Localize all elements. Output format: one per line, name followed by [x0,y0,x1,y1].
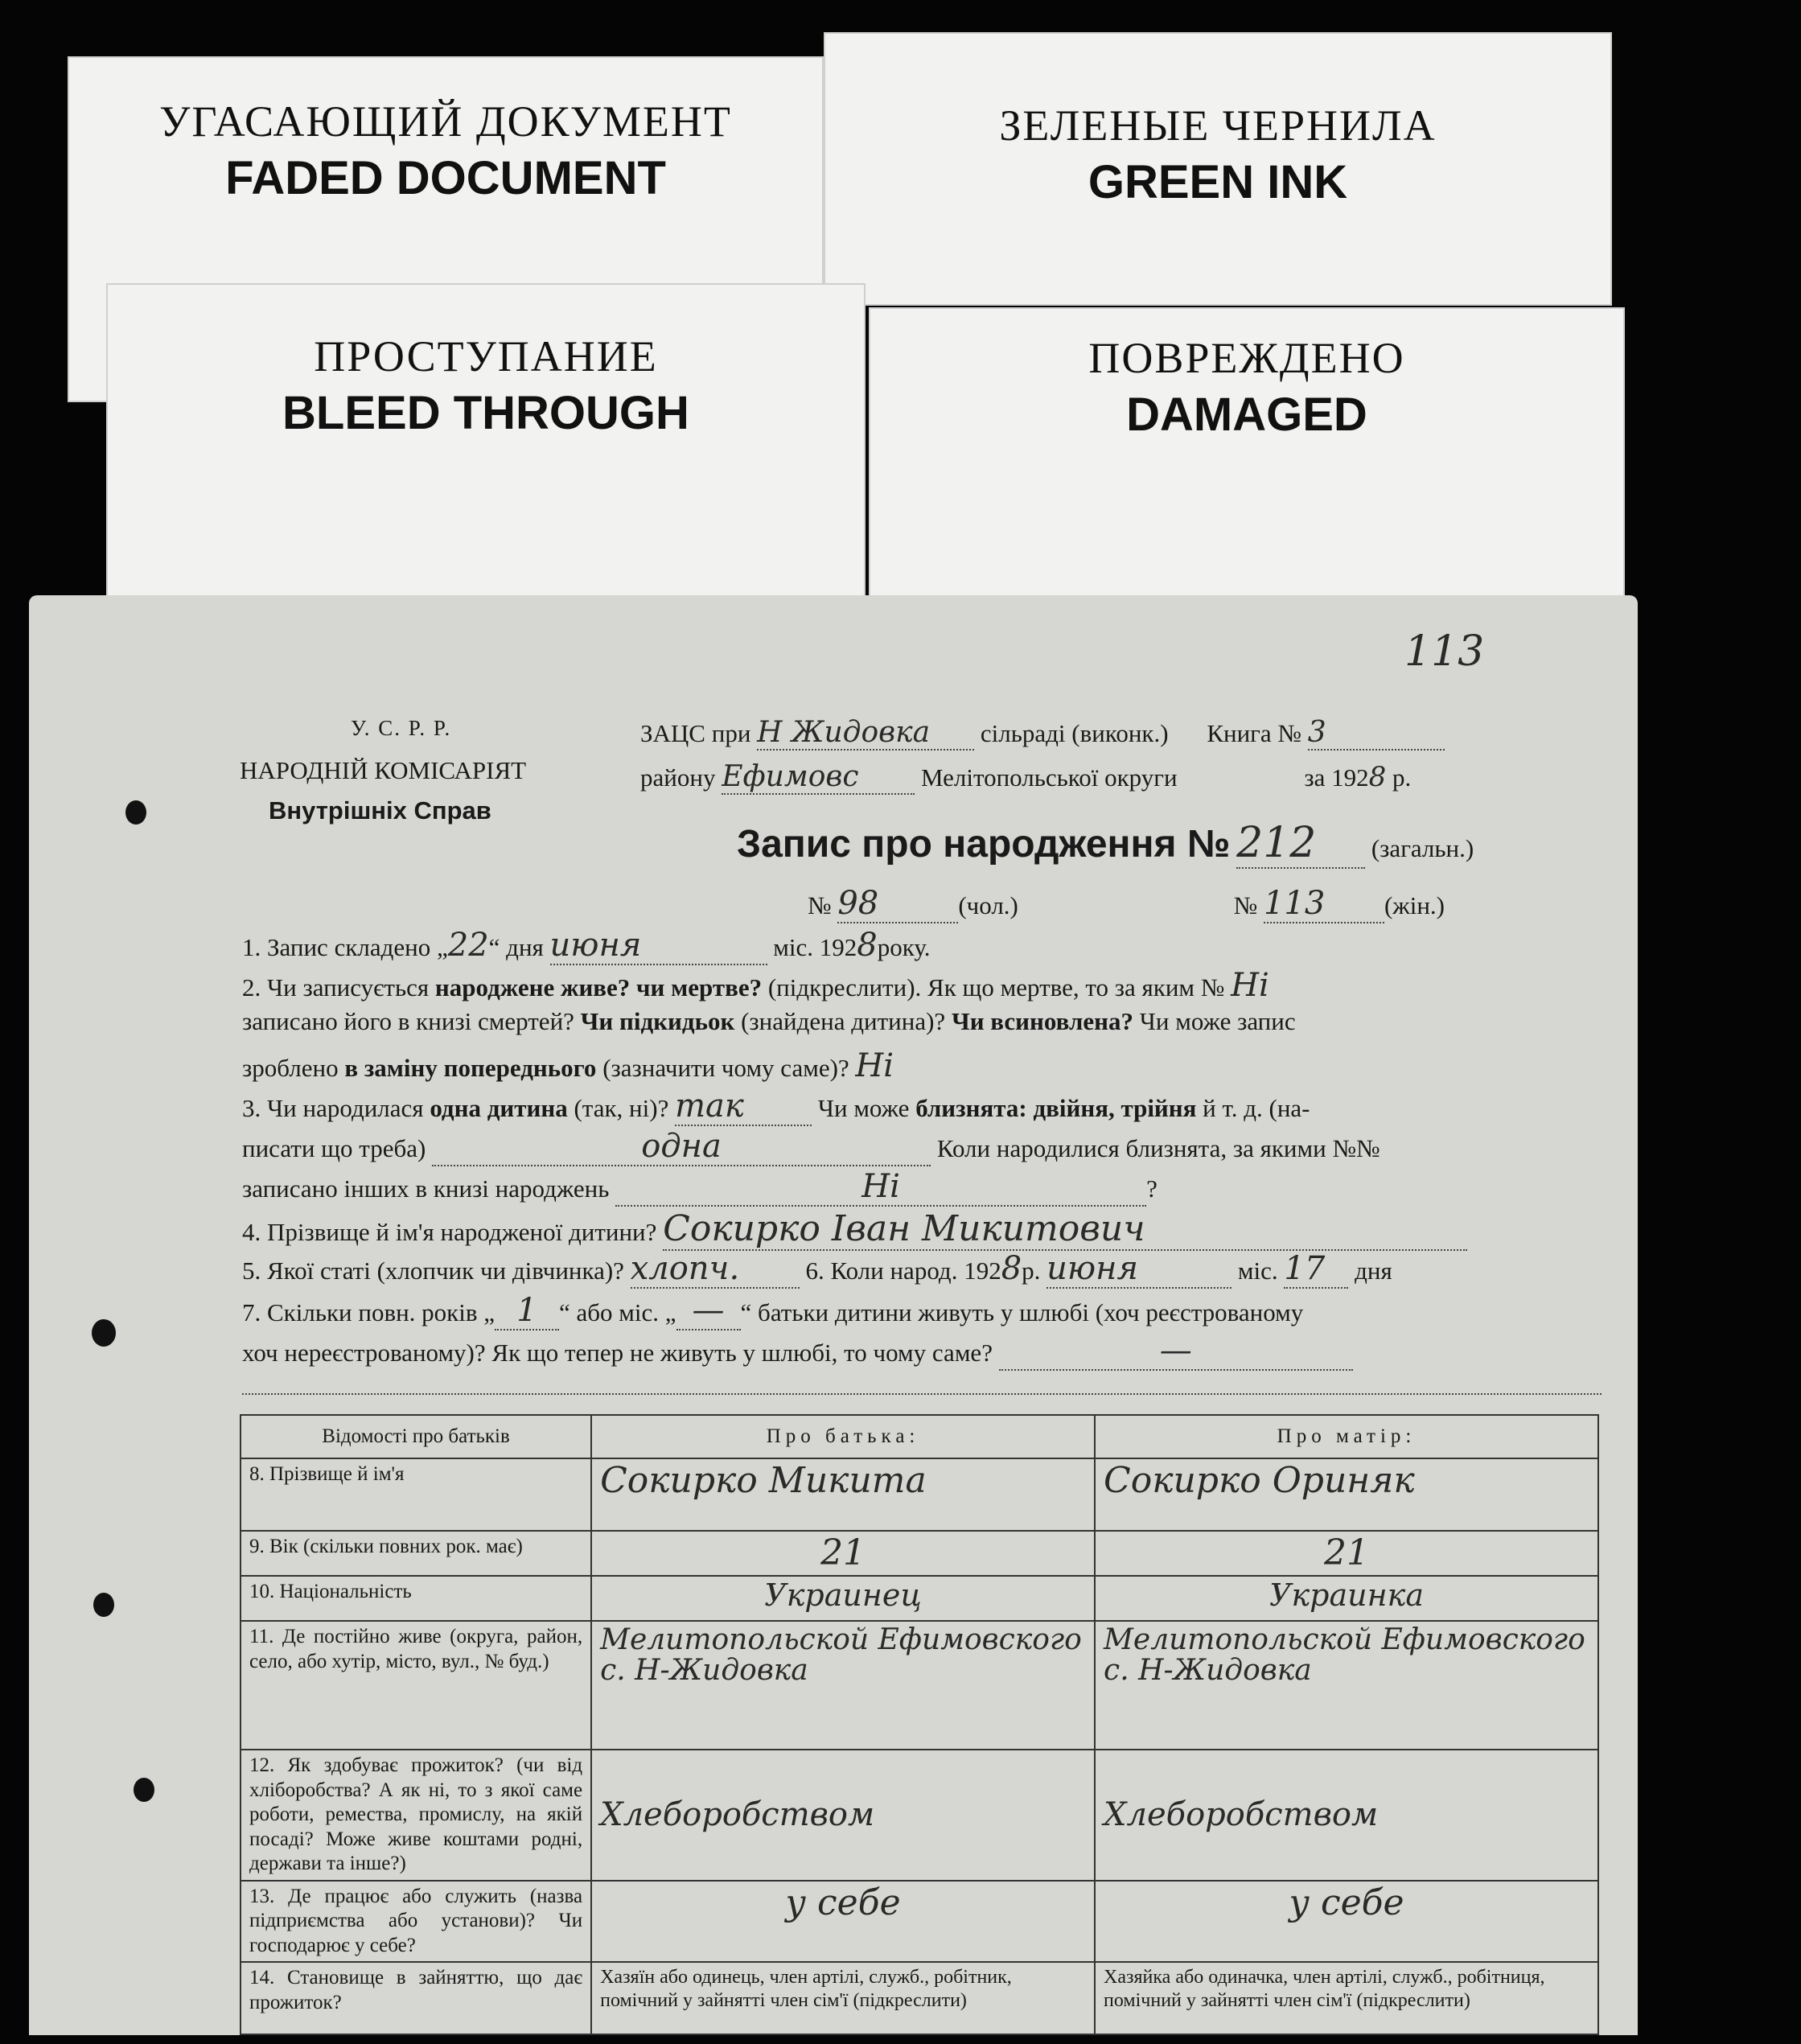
father-nationality-hw: Украинец [764,1577,922,1614]
mother-status-options: Хазяйка або одиначка, член артілі, служб., робітниця, помічний у зайнятті член сім'ї (підкреслити) [1095,1962,1598,2034]
table-row [241,1621,1598,1750]
item-1-day-hw: 22 [447,927,489,964]
card-faded-ru: УГАСАЮЩИЙ ДОКУМЕНТ [159,97,732,146]
card-bleed-ru: ПРОСТУПАНИЕ [314,332,658,380]
item-2-line-3 [242,1047,894,1084]
item-7-text: хоч нереєстрованому)? Як що тепер не живуть у шлюбі, то чому саме? [242,1339,993,1367]
zags-council-hw: Н Жидовка [757,716,974,751]
item-3-single-hw: так [675,1088,812,1126]
item-1 [242,927,931,965]
item-2-line-2 [242,1007,1296,1036]
marriage-months-hw: — [676,1292,741,1330]
council-label: сільраді (виконк.) [980,719,1169,747]
father-name-hw: Сокирко Микита [600,1460,927,1501]
card-damaged-en: DAMAGED [1126,389,1367,441]
child-name-hw: Сокирко Іван Микитович [663,1208,1467,1251]
birth-day-hw: 17 [1284,1250,1348,1289]
item-7-text: “ батьки дитини живуть у шлюбі (хоч реєстрованому [740,1298,1304,1326]
item-3-line-1 [242,1088,1310,1126]
item-3-which-hw: одна [432,1128,931,1166]
item-2-text: зроблено [242,1054,339,1082]
item-7-line-1 [242,1292,1303,1330]
item-3-line-2 [242,1128,1380,1166]
father-workplace-hw: у себе [785,1882,901,1923]
item-2-foundling: Чи підкидьок [580,1007,735,1035]
item-3-text: (так, ні)? [574,1094,669,1122]
father-status-options: Хазяїн або одинець, член артілі, служб., робітник, помічний у зайнятті член сім'ї (підкреслити) [591,1962,1095,2034]
item-2-death-number-hw: Ні [1231,967,1269,1004]
item-2-text: записано його в книзі смертей? [242,1007,574,1035]
row-question: 11. Де постійно живе (округа, район, село, або хутір, місто, вул., № буд.) [241,1621,591,1750]
year-hw: 8 [1368,761,1387,793]
item-7-line-2 [242,1332,1353,1371]
item-3-text: писати що треба) [242,1134,426,1162]
district-line [640,760,1411,795]
parents-table [240,1414,1599,2035]
item-1-month-hw: июня [550,927,767,965]
table-row [241,1750,1598,1881]
table-header-row [241,1415,1598,1458]
label-card-damaged [869,307,1625,597]
father-livelihood-hw: Хлеборобством [600,1796,875,1834]
district-label: району [640,763,716,792]
item-1-text-a: 1. Запис складено „ [242,933,448,961]
female-number-hw: 113 [1264,885,1384,923]
punch-hole [93,1593,114,1617]
general-label: (загальн.) [1371,834,1474,862]
item-6-text: дня [1355,1256,1392,1285]
state-header: У. С. Р. Р. [351,716,452,740]
item-1-text-c: міс. 192 [773,933,857,961]
table-row [241,1458,1598,1531]
male-number-hw: 98 [837,885,958,923]
mother-livelihood-hw: Хлеборобством [1104,1796,1379,1834]
item-3-text: ? [1146,1174,1157,1203]
year-label: за 192 [1304,763,1369,792]
record-title-line [737,819,1474,869]
card-green-ru: ЗЕЛЕНЫЕ ЧЕРНИЛА [999,101,1437,150]
item-2-text: (зазначити чому саме)? [602,1054,849,1082]
card-green-en: GREEN INK [1088,156,1348,208]
item-3-one-child: одна дитина [430,1094,568,1122]
item-2-text: 2. Чи записується [242,973,430,1001]
item-2-text: Чи може запис [1139,1007,1296,1035]
card-bleed-en: BLEED THROUGH [282,387,689,439]
father-age-hw: 21 [820,1532,866,1573]
item-2-replacement-hw: Ні [855,1047,894,1084]
item-5-text: 5. Якої статі (хлопчик чи дівчинка)? [242,1256,624,1285]
item-4 [242,1208,1467,1251]
label-card-bleed-through [106,283,866,597]
card-faded-en: FADED DOCUMENT [225,152,666,204]
mother-name-hw: Сокирко Ориняк [1104,1460,1415,1501]
item-1-text-d: року. [877,933,931,961]
item-5-6 [242,1250,1392,1289]
item-6-text: міс. [1237,1256,1278,1285]
female-no-sign: № [1233,891,1258,919]
card-damaged-ru: ПОВРЕЖДЕНО [1088,334,1405,382]
father-residence-hw: Мелитопольской Ефимовского с. Н-Жидовка [600,1623,1082,1687]
birth-year-hw: 8 [1001,1250,1022,1287]
male-no-sign: № [808,891,832,919]
book-number-hw: 3 [1308,716,1445,751]
zags-prefix: ЗАЦС при [640,719,751,747]
item-3-twins-numbers-hw: Ні [615,1168,1146,1207]
item-7-text: 7. Скільки повн. років „ [242,1298,495,1326]
punch-hole [125,800,146,825]
item-3-twins: близнята: двійня, трійня [915,1094,1197,1122]
dotted-rule [242,1393,1602,1395]
mother-residence-hw: Мелитопольской Ефимовского с. Н-Жидовка [1104,1623,1585,1687]
mother-age-hw: 21 [1324,1532,1370,1573]
table-row [241,1881,1598,1963]
item-2-line-1 [242,967,1269,1004]
item-3-line-3 [242,1168,1157,1207]
record-subnumbers [808,885,1445,923]
item-6-text: р. [1022,1256,1041,1285]
item-6-text: 6. Коли народ. 192 [805,1256,1001,1285]
okrug-label: Мелітопольської округи [920,763,1178,792]
item-7-text: “ або міс. „ [559,1298,676,1326]
commissariat-header: НАРОДНІЙ КОМІСАРІЯТ [240,756,527,784]
book-label: Книга № [1207,719,1301,747]
table-row [241,1962,1598,2034]
item-2-alive-dead: народжене живе? чи мертве? [434,973,763,1001]
marriage-years-hw: 1 [495,1292,559,1330]
department-header: Внутрішніх Справ [269,796,491,825]
punch-hole [92,1319,116,1347]
label-card-green-ink [824,32,1612,306]
district-hw: Ефимовс [722,760,915,795]
row-question: 8. Прізвище й ім'я [241,1458,591,1531]
record-number-hw: 212 [1236,819,1365,869]
item-1-text-b: “ дня [488,933,544,961]
table-header: Про батька: [591,1415,1095,1458]
table-row [241,1576,1598,1621]
zags-line [640,716,1445,751]
table-header: Відомості про батьків [241,1415,591,1458]
item-3-text: записано інших в книзі народжень [242,1174,610,1203]
row-question: 9. Вік (скільки повних рок. має) [241,1531,591,1576]
item-2-replacement: в заміну попереднього [344,1054,597,1082]
item-3-text: Чи може [817,1094,910,1122]
item-2-text: (підкреслити). Як що мертве, то за яким № [767,973,1225,1001]
birth-record-page [29,595,1638,2035]
item-3-text: й т. д. (на- [1203,1094,1310,1122]
item-1-year-hw: 8 [857,927,878,964]
female-label: (жін.) [1384,891,1445,919]
item-4-text: 4. Прізвище й ім'я народженої дитини? [242,1218,657,1246]
mother-workplace-hw: у себе [1289,1882,1404,1923]
record-title: Запис про народження № [737,823,1231,866]
item-3-text: Коли народилися близнята, за якими №№ [936,1134,1380,1162]
table-row [241,1531,1598,1576]
item-2-adopted: Чи всиновлена? [951,1007,1133,1035]
table-header: Про матір: [1095,1415,1598,1458]
row-question: 12. Як здобуває прожиток? (чи від хліборобства? А як ні, то з якої саме роботи, ремества, промислу, на якій посаді? Може живе коштами родні, держави та інше?) [241,1750,591,1881]
row-question: 14. Становище в зайняттю, що дає прожиток? [241,1962,591,2034]
child-sex-hw: хлопч. [631,1250,800,1289]
mother-nationality-hw: Украинка [1269,1577,1425,1614]
male-label: (чол.) [958,891,1018,919]
punch-hole [134,1778,154,1802]
item-7-dotted-line [242,1372,1602,1401]
item-2-text: (знайдена дитина)? [741,1007,946,1035]
item-3-text: 3. Чи народилася [242,1094,424,1122]
page-number: 113 [1404,627,1485,676]
not-married-reason-hw: — [999,1332,1353,1371]
birth-month-hw: июня [1046,1250,1232,1289]
year-suffix: р. [1392,763,1412,792]
row-question: 13. Де працює або служить (назва підприємства або установи)? Чи господарює у себе? [241,1881,591,1963]
row-question: 10. Національність [241,1576,591,1621]
